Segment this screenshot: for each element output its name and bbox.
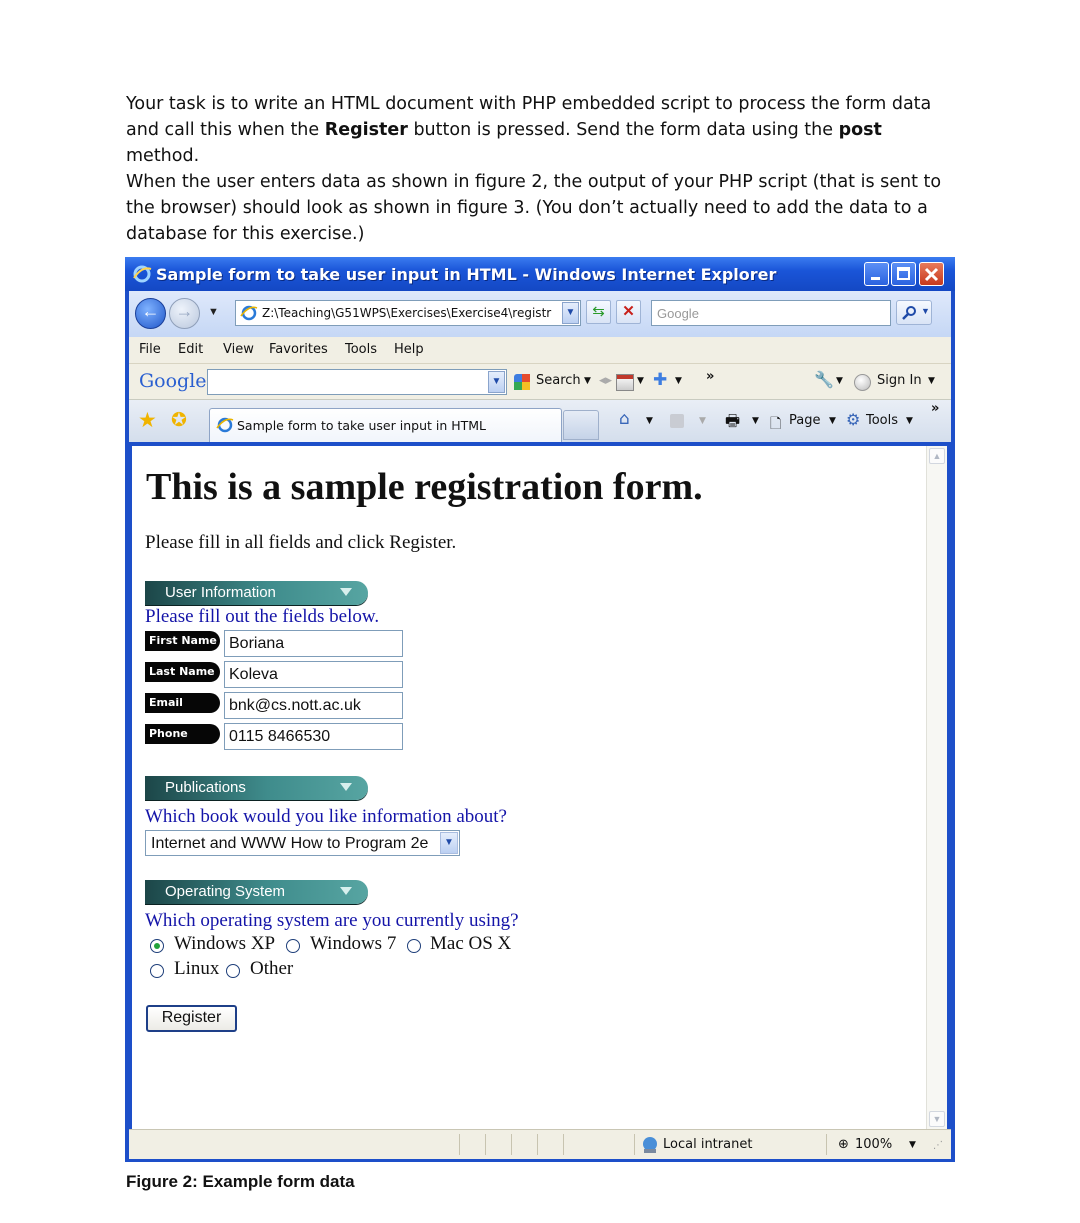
menu-tools[interactable]: Tools [345, 342, 378, 357]
google-toolbar [129, 363, 951, 400]
tab-row [129, 399, 951, 442]
menu-file[interactable]: File [139, 342, 161, 357]
radio-label-windows-xp: Windows XP [174, 933, 276, 954]
menu-favorites[interactable]: Favorites [269, 342, 328, 357]
operating-system-header [145, 880, 368, 904]
phone-field[interactable]: 0115 8466530 [224, 723, 403, 750]
toolbar-separator: ◂▸ [599, 373, 613, 388]
scroll-down-icon[interactable]: ▼ [929, 1111, 945, 1127]
tools-dropdown[interactable]: ▼ [906, 416, 913, 426]
first-name-label: First Name [145, 631, 220, 651]
figure-caption: Figure 2: Example form data [126, 1172, 355, 1191]
page-icon [240, 304, 258, 322]
home-dropdown[interactable]: ▼ [646, 416, 653, 426]
sign-in-icon [854, 374, 871, 391]
register-keyword: Register [324, 120, 408, 140]
feeds-dropdown[interactable]: ▼ [699, 416, 706, 426]
sign-in-button[interactable]: Sign In [877, 373, 922, 388]
book-select[interactable] [145, 830, 460, 856]
google-search-button[interactable]: Search [536, 373, 581, 388]
wrench-icon[interactable]: 🔧 [814, 370, 834, 389]
security-zone: Local intranet [663, 1137, 753, 1152]
status-divider [634, 1134, 635, 1155]
window-title: Sample form to take user input in HTML - Windows Internet Explorer [156, 265, 777, 284]
radio-windows-7[interactable] [286, 939, 300, 953]
address-bar[interactable] [235, 300, 581, 326]
tab-page-icon [216, 416, 234, 434]
last-name-label: Last Name [145, 662, 220, 682]
menu-edit[interactable]: Edit [178, 342, 204, 357]
user-prompt: Please fill out the fields below. [145, 606, 380, 627]
search-options-icon[interactable]: ▼ [921, 306, 930, 316]
section-label: Operating System [165, 883, 286, 900]
back-button[interactable] [135, 298, 166, 329]
radio-linux[interactable] [150, 964, 164, 978]
print-icon[interactable]: 🖶 [725, 411, 741, 430]
history-dropdown-icon[interactable]: ▼ [208, 306, 219, 318]
status-divider [485, 1134, 486, 1155]
zoom-icon: ⊕ [838, 1137, 849, 1152]
radio-windows-xp[interactable] [150, 939, 164, 953]
search-placeholder: Google [657, 306, 699, 321]
forward-button[interactable] [169, 298, 200, 329]
google-search-input[interactable] [207, 369, 507, 395]
zoom-level[interactable]: 100% [855, 1137, 893, 1152]
plus-icon[interactable]: ✚ [653, 370, 668, 390]
forward-arrow-icon: → [175, 301, 194, 321]
post-keyword: post [838, 120, 882, 140]
feeds-icon[interactable] [670, 414, 684, 428]
status-bar [129, 1129, 951, 1159]
more-tools-chevron[interactable]: » [706, 369, 715, 384]
status-divider [563, 1134, 564, 1155]
menu-bar [129, 337, 951, 363]
google-search-icon [513, 373, 531, 391]
status-divider [826, 1134, 827, 1155]
register-button[interactable]: Register [146, 1005, 237, 1032]
search-button[interactable] [896, 300, 932, 325]
publications-header [145, 776, 368, 800]
section-label: Publications [165, 779, 246, 796]
more-commands-chevron[interactable]: » [931, 401, 940, 416]
menu-help[interactable]: Help [394, 342, 424, 357]
add-favorite-icon[interactable]: ✪ [171, 410, 187, 431]
chevron-down-icon [340, 588, 352, 596]
settings-dropdown[interactable]: ▼ [836, 376, 843, 386]
publications-prompt: Which book would you like information about? [145, 806, 507, 827]
title-bar[interactable] [125, 257, 955, 291]
page-content [132, 446, 947, 1129]
address-url[interactable]: Z:\Teaching\G51WPS\Exercises\Exercise4\registr [262, 306, 552, 320]
tab-active[interactable] [209, 408, 562, 442]
resize-grip-icon[interactable]: ⋰ [933, 1140, 943, 1151]
zoom-dropdown[interactable]: ▼ [909, 1140, 916, 1150]
address-dropdown-button[interactable]: ▼ [562, 302, 579, 324]
first-name-field[interactable]: Boriana [224, 630, 403, 657]
tools-menu-button[interactable]: Tools [866, 413, 899, 428]
os-prompt: Which operating system are you currently using? [145, 910, 519, 931]
instruction-text: method. [126, 146, 200, 166]
scroll-up-icon[interactable]: ▲ [929, 448, 945, 464]
search-icon [902, 305, 917, 320]
radio-label-linux: Linux [174, 958, 220, 979]
favorites-star-icon[interactable]: ★ [138, 409, 157, 432]
book-select-dropdown-icon[interactable]: ▼ [440, 832, 458, 854]
chevron-down-icon [340, 783, 352, 791]
status-divider [459, 1134, 460, 1155]
tools-gear-icon: ⚙ [846, 410, 861, 429]
popup-dropdown[interactable]: ▼ [637, 376, 644, 386]
google-search-dropdown[interactable]: ▼ [488, 371, 505, 393]
close-button[interactable] [919, 262, 944, 286]
plus-dropdown[interactable]: ▼ [675, 376, 682, 386]
intro-text: Please fill in all fields and click Register. [145, 532, 457, 553]
page-menu-button[interactable]: Page [789, 413, 821, 428]
radio-label-mac-os-x: Mac OS X [430, 933, 512, 954]
back-arrow-icon: ← [141, 301, 160, 321]
radio-other[interactable] [226, 964, 240, 978]
google-logo: Google [139, 370, 207, 392]
section-label: User Information [165, 584, 276, 601]
page-heading: This is a sample registration form. [146, 466, 703, 508]
refresh-icon: ⇆ [592, 303, 605, 320]
sign-in-dropdown[interactable]: ▼ [928, 376, 935, 386]
live-search-input[interactable] [651, 300, 891, 326]
menu-view[interactable]: View [223, 342, 254, 357]
browser-chrome [129, 291, 951, 441]
book-selected-value: Internet and WWW How to Program 2e [151, 835, 429, 852]
instruction-text: button is pressed. Send the form data using the [407, 120, 839, 140]
phone-label: Phone [145, 724, 220, 744]
new-tab-button[interactable] [563, 410, 599, 440]
stop-button[interactable] [616, 300, 641, 324]
status-divider [511, 1134, 512, 1155]
refresh-button[interactable] [586, 300, 611, 324]
page-dropdown[interactable]: ▼ [829, 416, 836, 426]
chevron-down-icon [340, 887, 352, 895]
email-field[interactable]: bnk@cs.nott.ac.uk [224, 692, 403, 719]
last-name-field[interactable]: Koleva [224, 661, 403, 688]
address-toolbar [129, 291, 951, 337]
radio-label-other: Other [250, 958, 294, 979]
status-divider [537, 1134, 538, 1155]
email-label: Email [145, 693, 220, 713]
user-information-header [145, 581, 368, 605]
stop-icon: ✕ [622, 303, 635, 320]
instruction-paragraph-1 [126, 91, 946, 169]
home-icon[interactable]: ⌂ [619, 409, 630, 429]
instruction-paragraph-2: When the user enters data as shown in figure 2, the output of your PHP script (that is sent to the browser) should look as shown in figure 3. (You don’t actually need to add the data to a database for this exercise.) [126, 172, 942, 244]
instruction-text: Your task is to write an HTML document with PHP embedded script to process the form data and call this when the [126, 94, 932, 140]
radio-label-windows-7: Windows 7 [310, 933, 397, 954]
local-intranet-icon [640, 1135, 660, 1155]
maximize-button[interactable] [891, 262, 916, 286]
ie-logo-icon [132, 264, 152, 284]
vertical-scrollbar[interactable] [926, 446, 947, 1129]
search-options-dropdown[interactable]: ▼ [584, 376, 591, 386]
print-dropdown[interactable]: ▼ [752, 416, 759, 426]
browser-window [125, 257, 955, 1162]
popup-blocker-icon[interactable] [616, 374, 634, 391]
tab-title: Sample form to take user input in HTML [237, 418, 487, 433]
radio-mac-os-x[interactable] [407, 939, 421, 953]
page-menu-icon: 🗋 [770, 416, 782, 432]
minimize-button[interactable] [864, 262, 889, 286]
